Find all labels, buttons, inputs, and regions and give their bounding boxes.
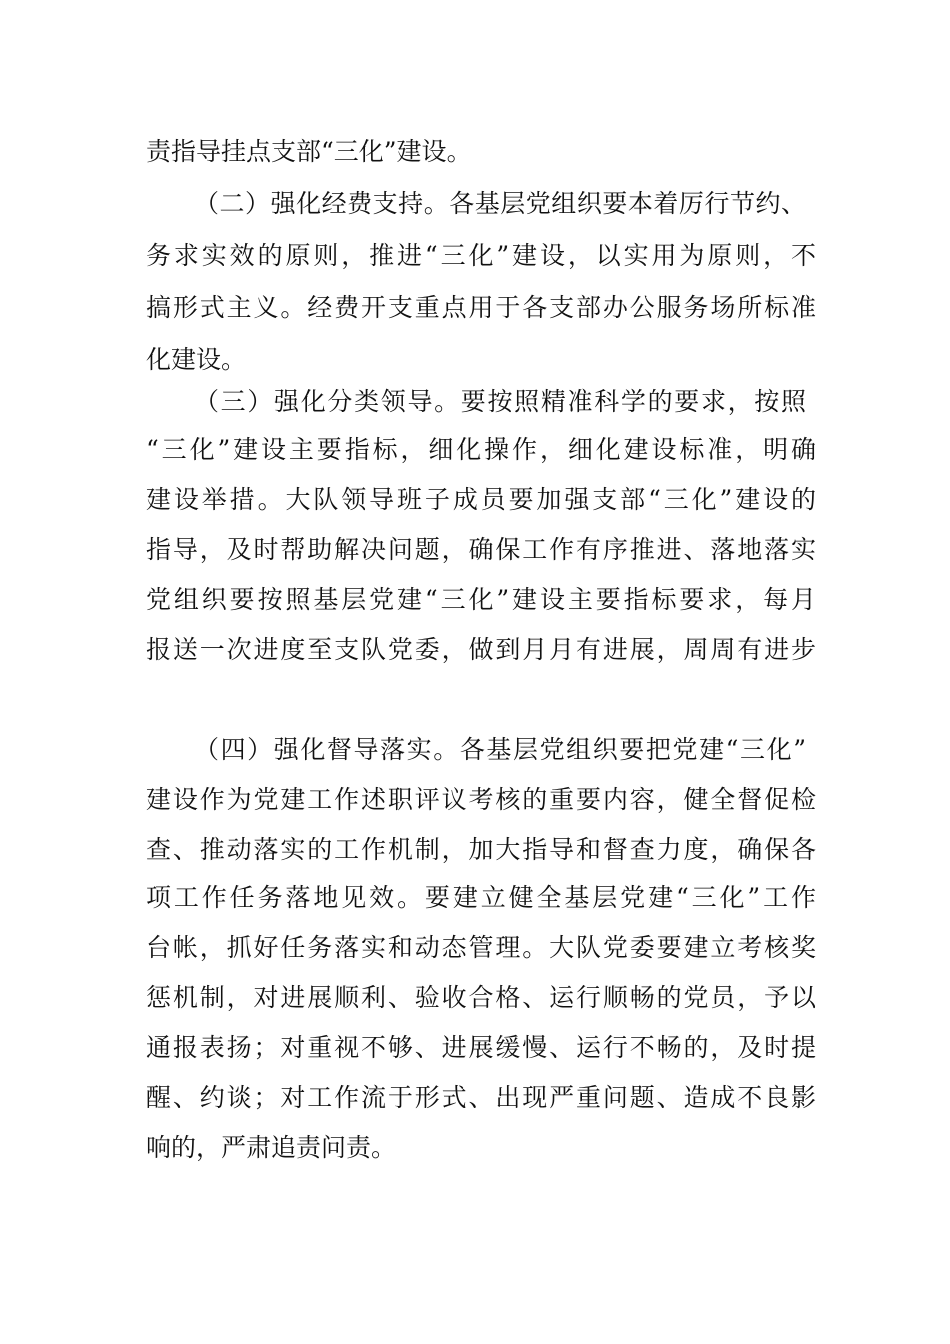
text-line: （三）强化分类领导。要按照精准科学的要求，按照 <box>194 387 806 416</box>
text-line: 建设作为党建工作述职评议考核的重要内容，健全督促检 <box>146 785 816 814</box>
text-line: 指导，及时帮助解决问题，确保工作有序推进、落地落实 <box>146 535 816 564</box>
text-line: 台帐，抓好任务落实和动态管理。大队党委要建立考核奖 <box>146 933 816 962</box>
text-line: 项工作任务落地见效。要建立健全基层党建“三化”工作 <box>146 883 816 912</box>
text-line: 惩机制，对进展顺利、验收合格、运行顺畅的党员，予以 <box>146 983 816 1012</box>
text-line: （二）强化经费支持。各基层党组织要本着厉行节约、 <box>194 189 806 218</box>
text-line: 务求实效的原则，推进“三化”建设，以实用为原则，不 <box>146 241 816 270</box>
text-line: 查、推动落实的工作机制，加大指导和督查力度，确保各 <box>146 835 816 864</box>
text-line: 党组织要按照基层党建“三化”建设主要指标要求，每月 <box>146 585 816 614</box>
text-line: 搞形式主义。经费开支重点用于各支部办公服务场所标准 <box>146 293 816 322</box>
text-line: 报送一次进度至支队党委，做到月月有进展，周周有进步 <box>146 635 816 664</box>
text-line: 响的，严肃追责问责。 <box>146 1133 397 1162</box>
text-line: 通报表扬；对重视不够、进展缓慢、运行不畅的，及时提 <box>146 1033 816 1062</box>
text-line: “三化”建设主要指标，细化操作，细化建设标准，明确 <box>146 435 816 464</box>
text-line: （四）强化督导落实。各基层党组织要把党建“三化” <box>194 735 806 764</box>
text-line: 建设举措。大队领导班子成员要加强支部“三化”建设的 <box>146 485 816 514</box>
text-line: 醒、约谈；对工作流于形式、出现严重问题、造成不良影 <box>146 1083 816 1112</box>
text-line: 责指导挂点支部“三化”建设。 <box>146 137 472 166</box>
text-line: 化建设。 <box>146 345 247 374</box>
